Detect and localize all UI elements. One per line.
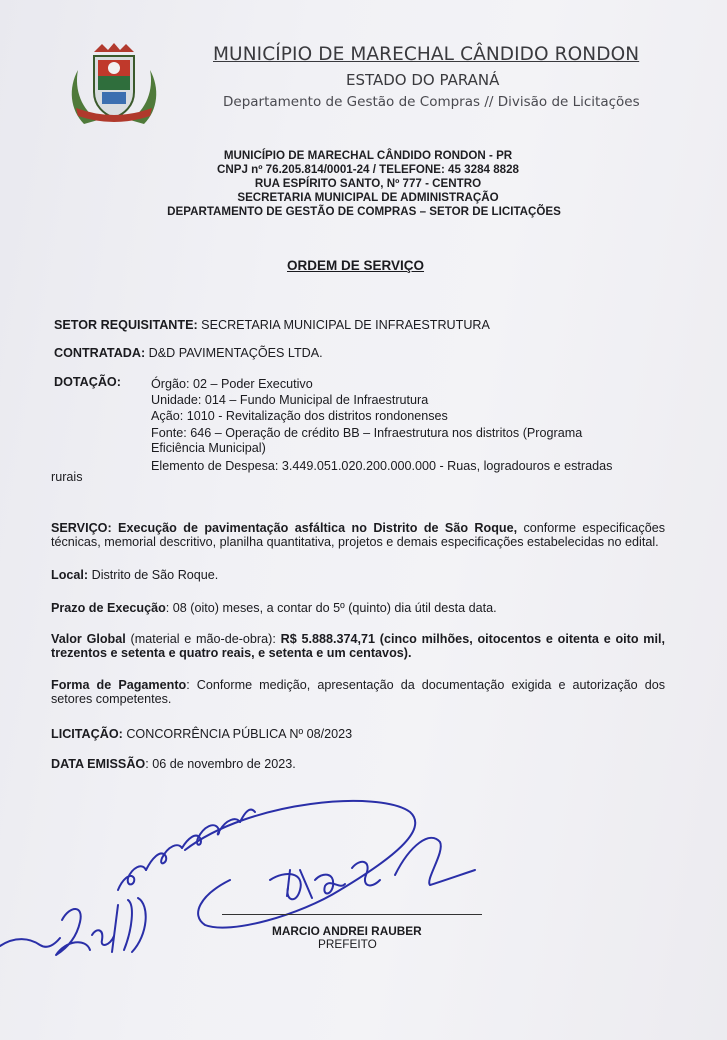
dotacao-elemento-cont: rurais [51,470,83,484]
data-emissao [51,757,296,771]
forma-pagamento [51,679,665,706]
dotacao-label: DOTAÇÃO: [54,375,121,389]
signature-line [222,914,482,915]
servico-rest: conforme especificações técnicas, memorial descritivo, planilha quantitativa, projetos e demais especificações estabelecidas no edital. [51,521,665,549]
local [51,568,218,582]
signatory-role: PREFEITO [318,937,377,951]
municipal-crest-icon [64,40,164,128]
valor-global [51,633,665,660]
contratada-label: CONTRATADA: [54,346,146,360]
dotacao-acao: Ação: 1010 - Revitalização dos distritos rondonenses [151,409,448,423]
licitacao [51,727,352,741]
servico-paragraph [51,522,665,549]
dotacao-fonte-1: Fonte: 646 – Operação de crédito BB – Infraestrutura nos distritos (Programa [151,426,583,440]
valor-label: Valor Global [51,632,126,646]
institution-line-2: CNPJ nº 76.205.814/0001-24 / TELEFONE: 45 3284 8828 [217,163,519,176]
dotacao-unidade: Unidade: 014 – Fundo Municipal de Infraestrutura [151,393,429,407]
valor-amount: R$ 5.888.374,71 (cinco milhões, oitocentos e oitenta e oito mil, trezentos e setenta e quatro reais, e setenta e um centavos). [51,632,666,660]
setor-value: SECRETARIA MUNICIPAL DE INFRAESTRUTURA [197,318,490,332]
header-title: MUNICÍPIO DE MARECHAL CÂNDIDO RONDON [213,44,640,65]
institution-line-3: RUA ESPÍRITO SANTO, Nº 777 - CENTRO [254,177,482,190]
local-value: Distrito de São Roque. [88,568,219,582]
prazo-value: : 08 (oito) meses, a contar do 5º (quinto) dia útil desta data. [165,601,497,615]
valor-paren: (material e mão-de-obra): [125,632,281,646]
dotacao-elemento: Elemento de Despesa: 3.449.051.020.200.000.000 - Ruas, logradouros e estradas [151,459,613,473]
document-title: ORDEM DE SERVIÇO [287,258,425,273]
data-value: : 06 de novembro de 2023. [145,757,296,771]
pagamento-label: Forma de Pagamento [51,678,187,692]
local-label: Local: [51,568,89,582]
dotacao-orgao: Órgão: 02 – Poder Executivo [151,377,313,391]
prazo [51,601,497,615]
contratada-value: D&D PAVIMENTAÇÕES LTDA. [145,346,323,360]
prazo-label: Prazo de Execução [51,601,166,615]
data-label: DATA EMISSÃO [51,757,146,771]
signatory-name: MARCIO ANDREI RAUBER [272,924,422,938]
licitacao-label: LICITAÇÃO: [51,727,123,741]
servico-label: SERVIÇO: [51,521,112,535]
setor-label: SETOR REQUISITANTE: [54,318,198,332]
header-state: ESTADO DO PARANÁ [346,71,500,89]
servico-bold: Execução de pavimentação asfáltica no Distrito de São Roque, [111,521,518,535]
pagamento-value: : Conforme medição, apresentação da documentação exigida e autorização dos setores competentes. [51,678,665,706]
contratada [54,346,323,360]
institution-line-4: SECRETARIA MUNICIPAL DE ADMINISTRAÇÃO [237,191,499,204]
setor-requisitante [54,318,490,332]
institution-line-5: DEPARTAMENTO DE GESTÃO DE COMPRAS – SETOR DE LICITAÇÕES [167,205,561,218]
header-department: Departamento de Gestão de Compras // Divisão de Licitações [223,94,640,110]
institution-line-1: MUNICÍPIO DE MARECHAL CÂNDIDO RONDON - PR [223,149,513,162]
dotacao-fonte-2: Eficiência Municipal) [151,441,266,455]
licitacao-value: CONCORRÊNCIA PÚBLICA Nº 08/2023 [122,727,353,741]
